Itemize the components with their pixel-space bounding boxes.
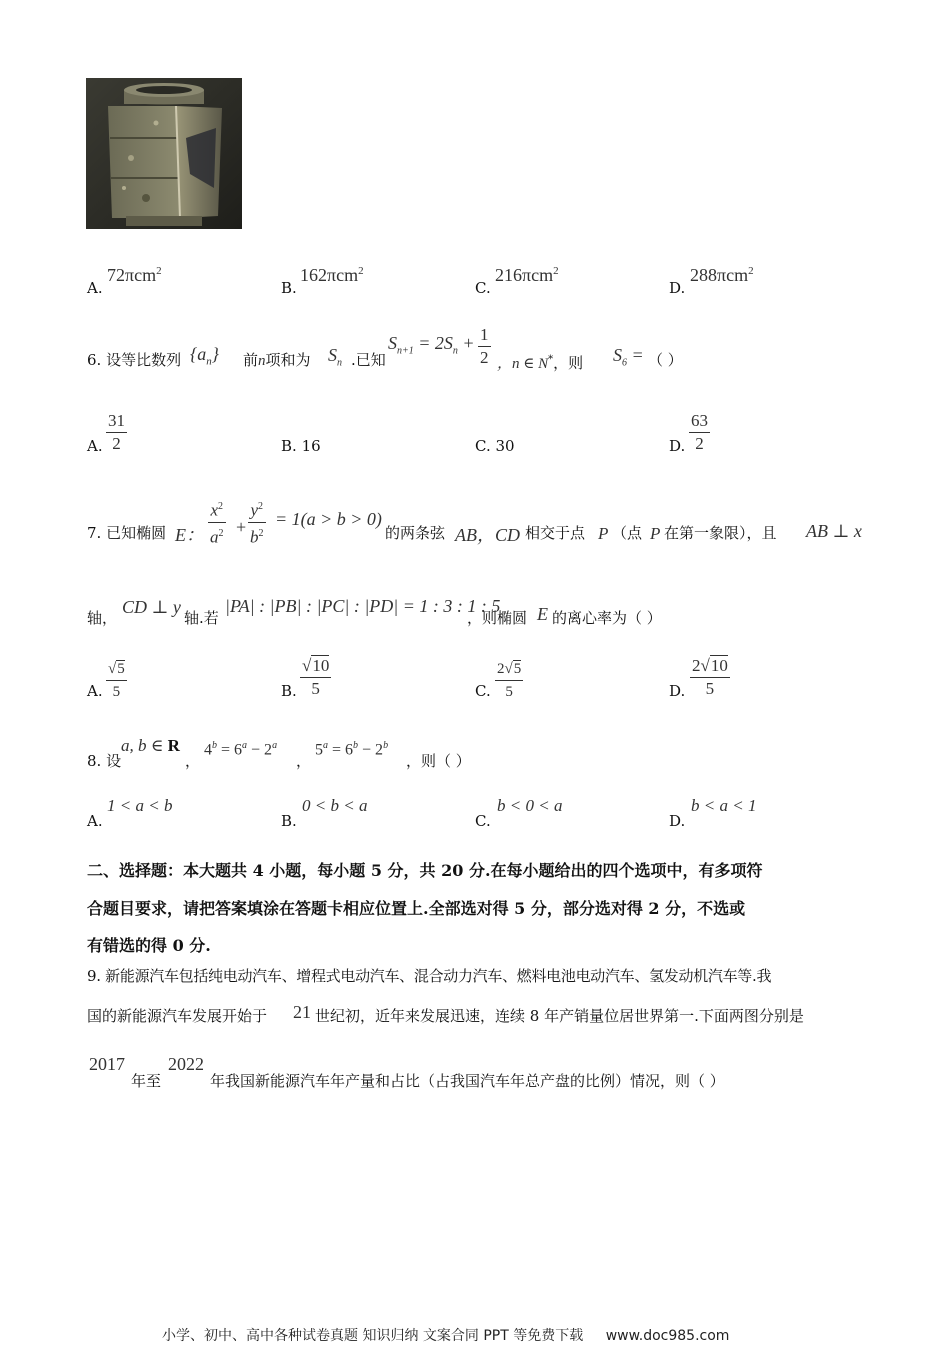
q8-option-b-value: 0 < b < a xyxy=(302,796,368,815)
q6-stem: 6. 设等比数列 xyxy=(87,351,182,369)
q9-year-start: 2017 xyxy=(89,1054,125,1074)
q7-text-8: 的离心率为（ ） xyxy=(552,609,662,627)
option-label: B. xyxy=(281,279,297,297)
q9-year-end: 2022 xyxy=(168,1054,204,1074)
q9-line-3: 年我国新能源汽车年产量和占比（占我国汽车年总产盘的比例）情况，则（ ） xyxy=(210,1072,725,1090)
q5-option-a-value: 72πcm$^2$ xyxy=(107,265,162,285)
q8-equation-2: $5^a = 6^b - 2^b$ xyxy=(315,740,389,759)
q7-text-4: 在第一象限），且 xyxy=(664,524,777,542)
footer-text: 小学、初中、高中各种试卷真题 知识归纳 文案合同 PPT 等免费下载 xyxy=(162,1328,584,1344)
q7-text-5: 轴， xyxy=(87,609,118,627)
q9-line-1: 9. 新能源汽车包括纯电动汽车、增程式电动汽车、混合动力汽车、燃料电池电动汽车、氢发动机汽车等.我 xyxy=(87,967,772,985)
q7-option-c[interactable]: C. xyxy=(475,682,491,700)
q7-text-7: ，则椭圆 xyxy=(467,609,528,627)
q6-text-2: .已知 xyxy=(351,351,386,369)
section-2-heading-line-1: 二、选择题：本大题共 4 小题，每小题 5 分，共 20 分.在每小题给出的四个选项中，有多项符 xyxy=(87,861,763,880)
q6-option-d-frac: $\frac{63}{2}$ xyxy=(691,411,708,453)
q6-sn: $S_n$ xyxy=(328,345,342,369)
q7-option-d-value: $\frac{2√10}{5}$ xyxy=(692,656,728,698)
q6-text-1: 前n项和为 xyxy=(243,351,311,369)
q8-option-c-value: b < 0 < a xyxy=(497,796,563,815)
page-footer xyxy=(162,1325,729,1345)
section-2-heading-line-2: 合题目要求，请把答案填涂在答题卡相应位置上.全部选对得 5 分，部分选对得 2 分，不选或 xyxy=(87,899,746,918)
q6-fraction: $\frac{1}{2}$ xyxy=(480,325,489,367)
q6-option-a-frac: $\frac{31}{2}$ xyxy=(108,411,125,453)
q7-chords: AB，CD xyxy=(455,525,521,545)
q6-recurrence: $S_{n+1} = 2S_n$ + xyxy=(388,333,475,357)
q6-option-c[interactable]: C. 30 xyxy=(475,437,515,455)
q6-sequence: $\{a_n\}$ xyxy=(190,344,219,368)
q7-ratio: |PA| : |PB| : |PC| : |PD| = 1 : 3 : 1 : 5 xyxy=(225,596,501,616)
q8-comma-1: ， xyxy=(185,752,201,770)
q8-option-d[interactable]: D. xyxy=(669,812,686,830)
q8-equation-1: $4^b = 6^a - 2^a$ xyxy=(204,740,278,759)
q6-condition: ，n ∈ N*，则 xyxy=(497,354,584,372)
section-2-heading-line-3: 有错选的得 0 分. xyxy=(87,936,211,955)
q5-option-d-value: 288πcm$^2$ xyxy=(690,265,754,285)
q7-text-3: （点 xyxy=(612,524,643,542)
q7-option-c-value: $\frac{2√5}{5}$ xyxy=(495,658,523,703)
q9-line-2a: 国的新能源汽车发展开始于 xyxy=(87,1007,268,1025)
q5-option-c[interactable] xyxy=(475,278,491,298)
q7-text-1: 的两条弦 xyxy=(385,524,446,542)
q8-comma-2: ， xyxy=(296,752,312,770)
q5-option-d[interactable] xyxy=(669,278,685,298)
q7-stem: 7. 已知椭圆 xyxy=(87,524,167,542)
q7-option-b-value: $\frac{√10}{5}$ xyxy=(302,656,330,698)
q7-option-d[interactable]: D. xyxy=(669,682,686,700)
q7-frac-y: $\frac{y^2}{b^2}$ xyxy=(248,496,266,548)
q6-answer-paren: （ ） xyxy=(648,351,683,369)
option-label: D. xyxy=(669,279,686,297)
q7-option-a[interactable]: A. xyxy=(87,682,103,700)
footer-link[interactable]: www.doc985.com xyxy=(605,1328,730,1344)
q7-text-2: 相交于点 xyxy=(525,524,586,542)
q8-stem: 8. 设 xyxy=(87,752,122,770)
q7-point-P: P xyxy=(598,524,609,543)
q7-perp-ab: AB ⊥ x xyxy=(806,521,862,541)
q5-option-b-value: 162πcm$^2$ xyxy=(300,265,364,285)
q7-text-6: 轴.若 xyxy=(184,609,219,627)
q9-mid: 年至 xyxy=(131,1072,162,1090)
q5-option-b[interactable] xyxy=(281,278,297,298)
q7-perp-cd: CD ⊥ y xyxy=(122,597,181,617)
q6-option-b[interactable]: B. 16 xyxy=(281,437,321,455)
q6-ask: $S_6$ = xyxy=(613,345,644,369)
q7-condition: = 1(a > b > 0) xyxy=(275,509,382,529)
q7-point-P2: P xyxy=(650,524,661,543)
q7-frac-x: $\frac{x^2}{a^2}$ xyxy=(208,496,226,548)
q8-option-a[interactable]: A. xyxy=(87,812,103,830)
option-label: C. xyxy=(475,279,491,297)
q7-plus: + xyxy=(236,517,247,537)
q8-option-b[interactable]: B. xyxy=(281,812,297,830)
q8-then: ，则（ ） xyxy=(406,752,471,770)
q8-option-d-value: b < a < 1 xyxy=(691,796,757,815)
q8-vars: a, b ∈ R xyxy=(121,736,180,755)
q5-option-c-value: 216πcm$^2$ xyxy=(495,265,559,285)
q9-century: 21 xyxy=(293,1002,311,1022)
q9-line-2b: 世纪初，近年来发展迅速，连续 8 年产销量位居世界第一.下面两图分别是 xyxy=(315,1007,804,1025)
q7-option-a-value: $\frac{√5}{5}$ xyxy=(106,658,127,703)
q6-option-d[interactable]: D. xyxy=(669,437,686,455)
q7-ellipse-E: E： xyxy=(175,525,204,545)
q7-ellipse-E2: E xyxy=(537,604,548,624)
jade-cong-photo xyxy=(86,78,242,229)
q5-option-a[interactable] xyxy=(87,278,103,298)
q7-option-b[interactable]: B. xyxy=(281,682,297,700)
q6-option-a[interactable]: A. xyxy=(87,437,103,455)
option-label: A. xyxy=(87,279,103,297)
q8-option-c[interactable]: C. xyxy=(475,812,491,830)
q8-option-a-value: 1 < a < b xyxy=(107,796,173,815)
